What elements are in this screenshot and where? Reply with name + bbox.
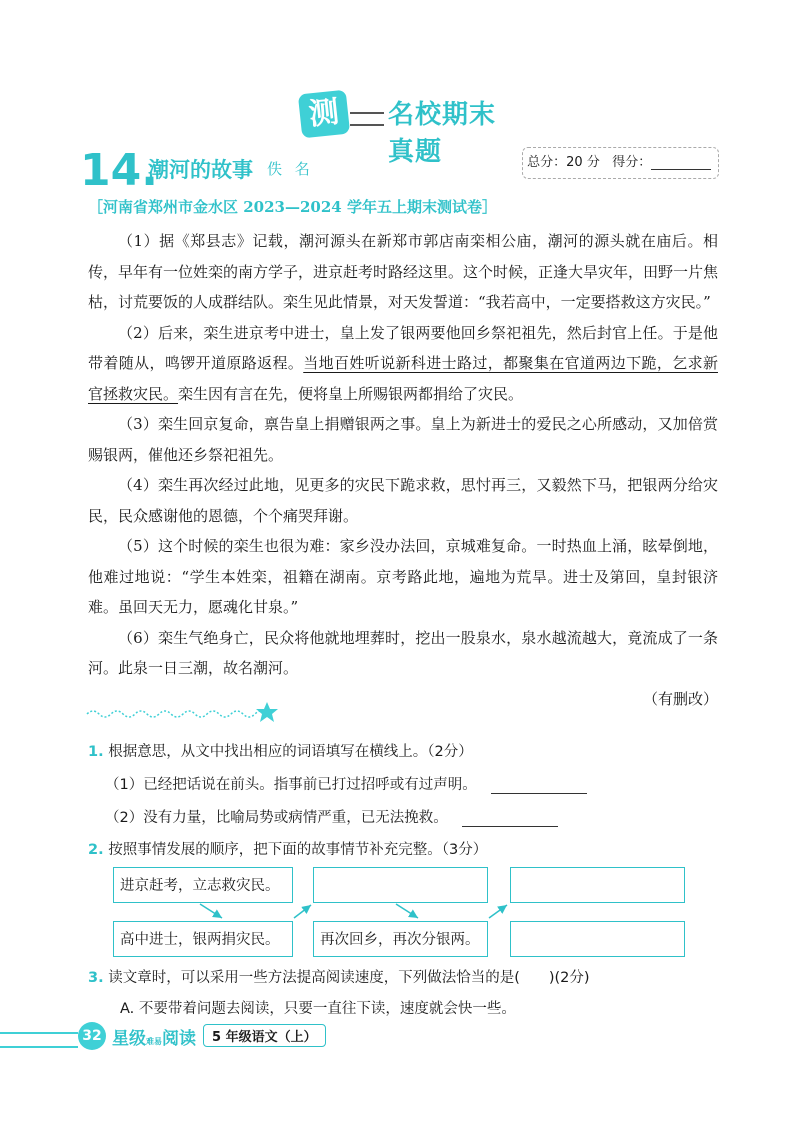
edit-note: （有删改） xyxy=(642,689,718,708)
question-1b-text: （2）没有力量，比喻局势或病情严重，已无法挽救。 xyxy=(105,810,448,826)
question-1a-text: （1）已经把话说在前头。指事前已打过招呼或有过声明。 xyxy=(105,777,477,793)
story-title: 潮河的故事 xyxy=(148,157,253,182)
plot-box-1: 进京赶考，立志救灾民。 xyxy=(113,867,293,903)
question-2-text: 按照事情发展的顺序，把下面的故事情节补充完整。（3分） xyxy=(108,842,488,858)
paragraph-2-end: 栾生因有言在先，便将皇上所赐银两都捐给了灾民。 xyxy=(178,384,524,403)
footer-lines xyxy=(0,1032,78,1048)
page-footer xyxy=(0,1020,800,1056)
question-2-number: 2. xyxy=(88,842,104,858)
story-number: 14. xyxy=(80,145,158,196)
paragraph-3: （3）栾生回京复命，禀告皇上捐赠银两之事。皇上为新进士的爱民之心所感动，又加倍赏赐银两，催他还乡祭祀祖先。 xyxy=(88,415,718,464)
underlined-sentence: 当地百姓听说新科进士路过，都聚集在官道两边下跪，乞求新官拯救灾民。 xyxy=(88,354,718,403)
question-1-text: 根据意思，从文中找出相应的词语填写在横线上。（2分） xyxy=(108,744,473,760)
question-1-number: 1. xyxy=(88,744,104,760)
question-3-number: 3. xyxy=(88,970,104,986)
question-3-text: 读文章时，可以采用一些方法提高阅读速度，下列做法恰当的是( )(2分) xyxy=(108,970,590,986)
arrow-4 xyxy=(489,905,507,918)
brand-small: 难易 xyxy=(146,1037,162,1046)
brand-part-1: 星级 xyxy=(112,1029,146,1049)
plot-box-3: 再次回乡，再次分银两。 xyxy=(313,921,488,957)
paragraph-1: （1）据《郑县志》记载，潮河源头在新郑市郭店南栾相公庙，潮河的源头就在庙后。相传，早年有一位姓栾的南方学子，进京赶考时路经这里。这个时候，正逢大旱灾年，田野一片焦枯，讨荒要饭的人成群结队。栾生见此情景，对天发誓道：“我若高中，一定要搭救这方灾民。” xyxy=(88,232,719,311)
paragraph-6: （6）栾生气绝身亡，民众将他就地埋葬时，挖出一股泉水，泉水越流越大，竟流成了一条河。此泉一日三潮，故名潮河。 xyxy=(88,628,718,677)
exam-source: ［河南省郑州市金水区 2023—2024 学年五上期末测试卷］ xyxy=(88,198,497,216)
paragraph-4: （4）栾生再次经过此地，见更多的灾民下跪求救，思忖再三，又毅然下马，把银两分给灾民，民众感谢他的恩德，个个痛哭拜谢。 xyxy=(88,476,718,525)
plot-box-2: 高中进士，银两捐灾民。 xyxy=(113,921,293,957)
story-author: 佚 名 xyxy=(267,160,314,178)
arrow-3 xyxy=(396,904,418,918)
brand-part-2: 阅读 xyxy=(162,1029,196,1049)
paragraph-2-start: （2）后来，栾生进京考中进士，皇上发了银两要他回乡祭祀祖先，然后封官上任。于是他带着随从，鸣锣开道原路返程。 xyxy=(88,323,718,372)
test-badge: 测 xyxy=(298,90,350,139)
score-total: 总分：20 分 xyxy=(527,155,600,170)
question-3 xyxy=(88,966,590,987)
page-number: 32 xyxy=(78,1022,106,1050)
banner-title: 名校期末真题 xyxy=(388,100,497,167)
grade-label: 5 年级语文（上） xyxy=(203,1024,326,1047)
brand-name xyxy=(112,1024,196,1049)
score-label: 得分： xyxy=(612,155,652,170)
arrow-2 xyxy=(294,905,311,918)
paragraph-5: （5）这个时候的栾生也很为难：家乡没办法回，京城难复命。一时热血上涌，眩晕倒地，他难过地说：“学生本姓栾，祖籍在湖南。京考路此地，遍地为荒旱。进士及第回，皇封银济难。虽回天无力，愿魂化甘泉。” xyxy=(88,537,718,616)
arrow-1 xyxy=(200,904,222,918)
option-a[interactable]: A. 不要带着问题去阅读，只要一直往下读，速度就会快一些。 xyxy=(120,1001,516,1017)
